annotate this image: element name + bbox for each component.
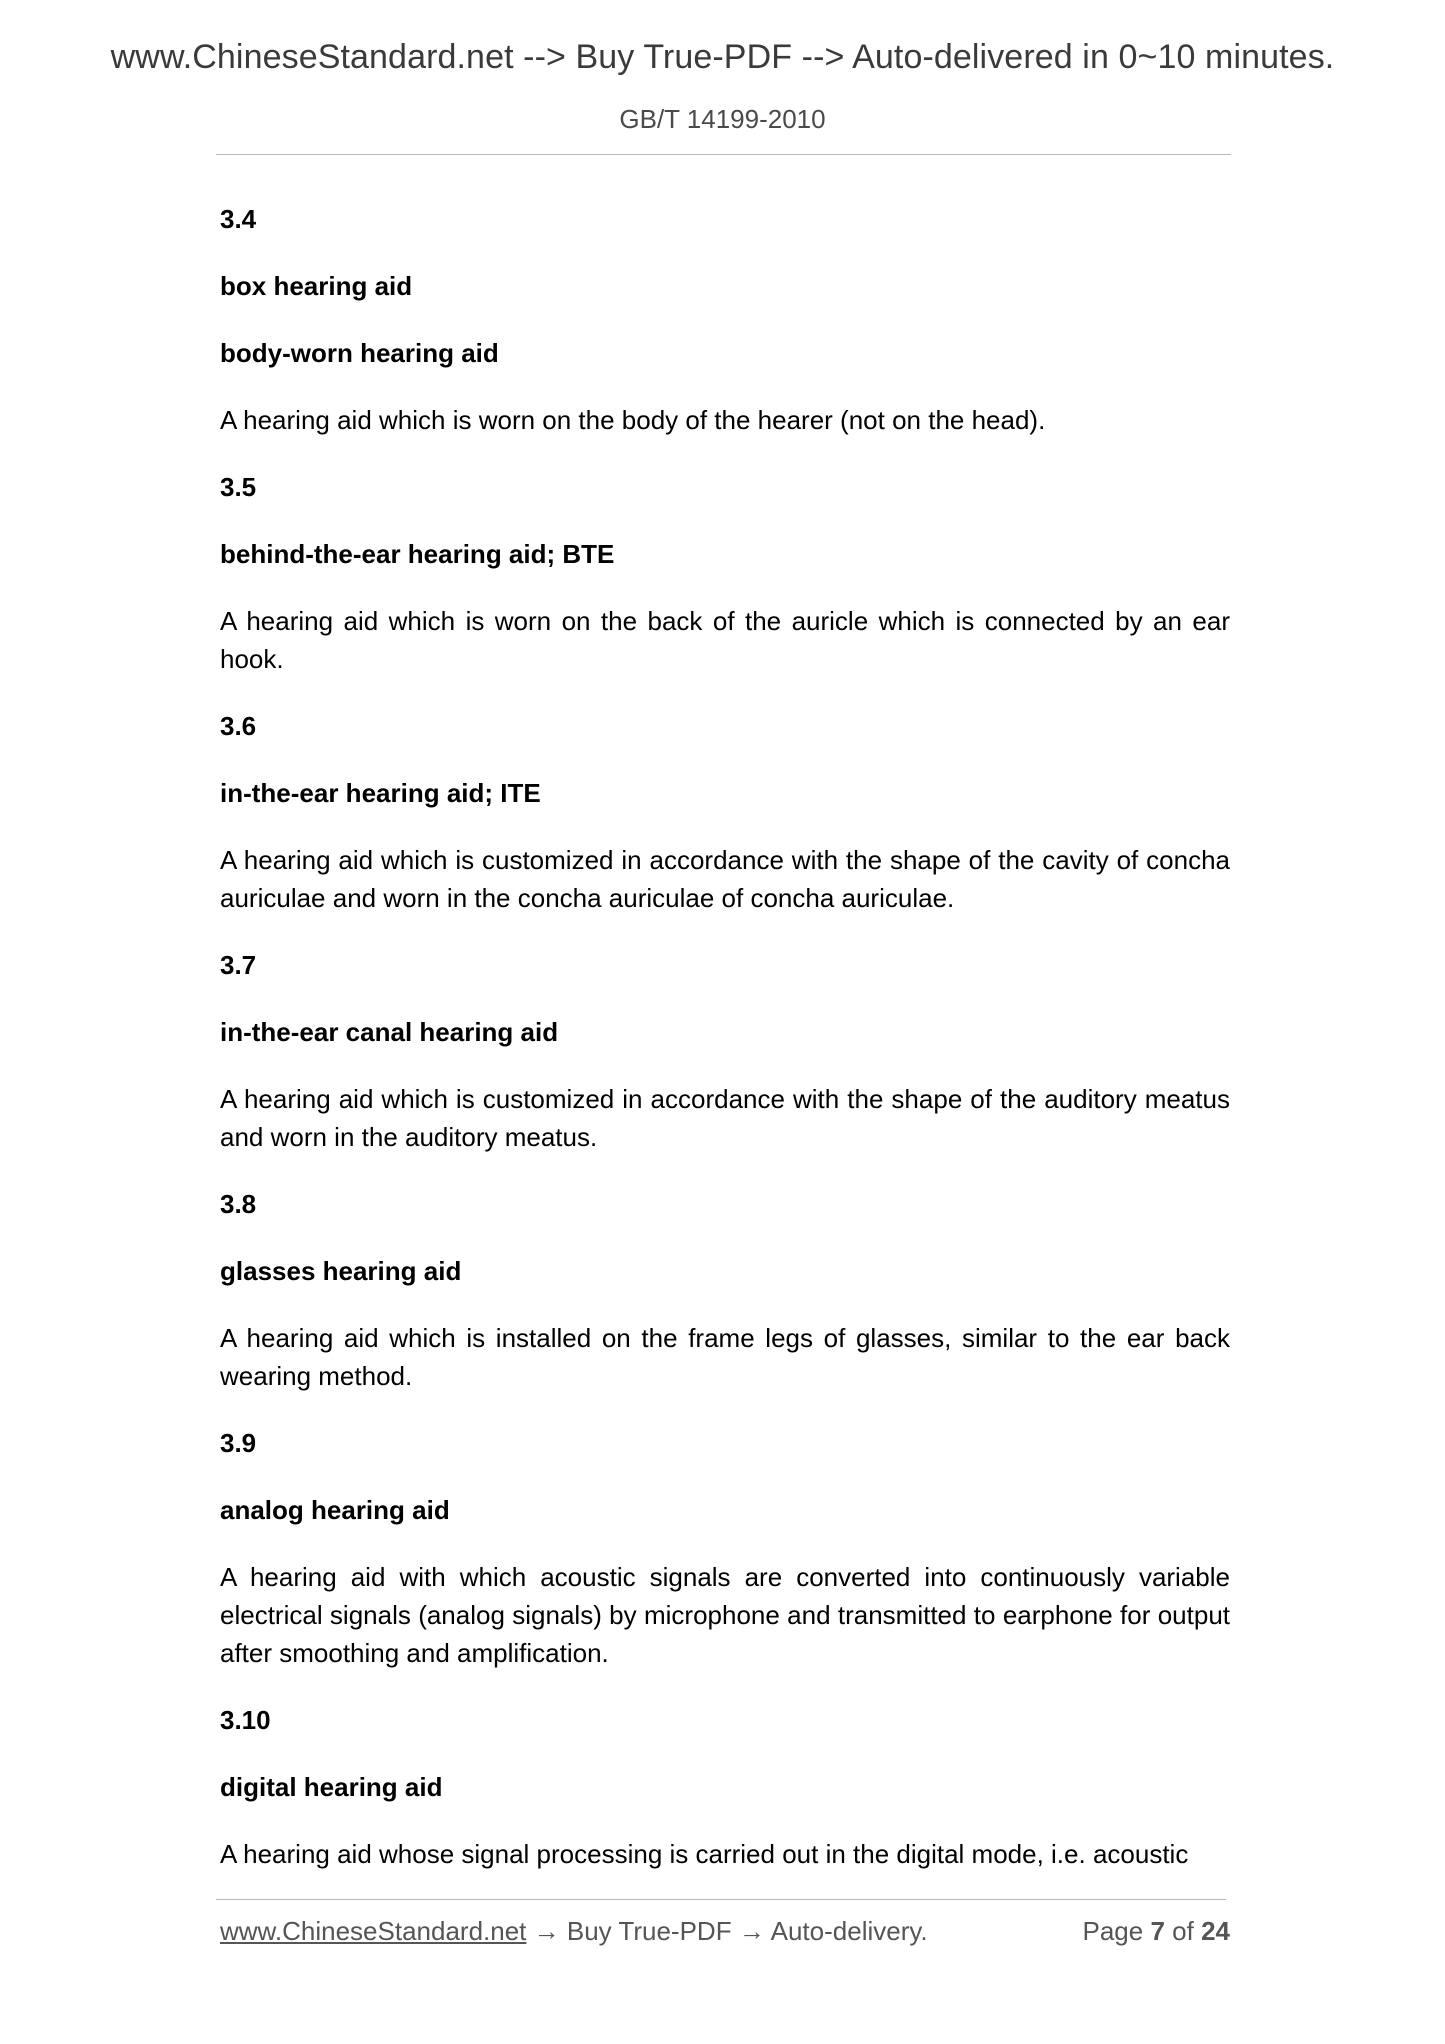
buy-text: Buy True-PDF	[566, 1916, 732, 1946]
page-number: 7	[1150, 1916, 1165, 1946]
definition: A hearing aid which is worn on the body of the hearer (not on the head).	[220, 405, 1046, 435]
definition: A hearing aid which is installed on the frame legs of glasses, similar to the ear back wearing method.	[220, 1323, 1230, 1391]
page-footer	[220, 1916, 1230, 1952]
term: in-the-ear hearing aid; ITE	[220, 778, 541, 808]
term: box hearing aid	[220, 271, 413, 301]
arrow-right-icon: →	[533, 1916, 560, 1946]
definition: A hearing aid which is customized in accordance with the shape of the cavity of concha auriculae and worn in the concha auriculae of concha auriculae.	[220, 845, 1230, 913]
term: digital hearing aid	[220, 1772, 443, 1802]
clause-number: 3.4	[220, 204, 257, 234]
term: in-the-ear canal hearing aid	[220, 1017, 559, 1047]
of-label: of	[1172, 1916, 1194, 1946]
page-indicator	[1082, 1916, 1230, 1947]
document-body	[220, 200, 1230, 1873]
clause-number: 3.5	[220, 472, 257, 502]
definition: A hearing aid with which acoustic signals are converted into continuously variable electrical signals (analog signals) by microphone and transmitted to earphone for output after smoothing and amplification.	[220, 1562, 1230, 1668]
page-label: Page	[1082, 1916, 1144, 1946]
term: glasses hearing aid	[220, 1256, 462, 1286]
delivery-text: Auto-delivery.	[770, 1916, 928, 1946]
total-pages: 24	[1201, 1916, 1230, 1946]
term: behind-the-ear hearing aid; BTE	[220, 539, 615, 569]
clause-number: 3.6	[220, 711, 257, 741]
clause-number: 3.10	[220, 1705, 271, 1735]
clause-number: 3.9	[220, 1428, 257, 1458]
definition: A hearing aid whose signal processing is carried out in the digital mode, i.e. acoustic	[220, 1839, 1189, 1869]
standard-code: GB/T 14199-2010	[619, 104, 826, 134]
site-banner: www.ChineseStandard.net --> Buy True-PDF --> Auto-delivered in 0~10 minutes.	[110, 38, 1335, 76]
clause-number: 3.7	[220, 950, 257, 980]
term: analog hearing aid	[220, 1495, 450, 1525]
arrow-right-icon: →	[738, 1916, 765, 1946]
definition: A hearing aid which is worn on the back of the auricle which is connected by an ear hook.	[220, 606, 1230, 674]
definition: A hearing aid which is customized in accordance with the shape of the auditory meatus and worn in the auditory meatus.	[220, 1084, 1230, 1152]
site-link[interactable]: www.ChineseStandard.net	[220, 1916, 527, 1946]
clause-number: 3.8	[220, 1189, 257, 1219]
term-synonym: body-worn hearing aid	[220, 338, 499, 368]
footer-promo	[220, 1916, 928, 1947]
footer-divider	[216, 1899, 1226, 1900]
header-divider	[216, 154, 1231, 155]
